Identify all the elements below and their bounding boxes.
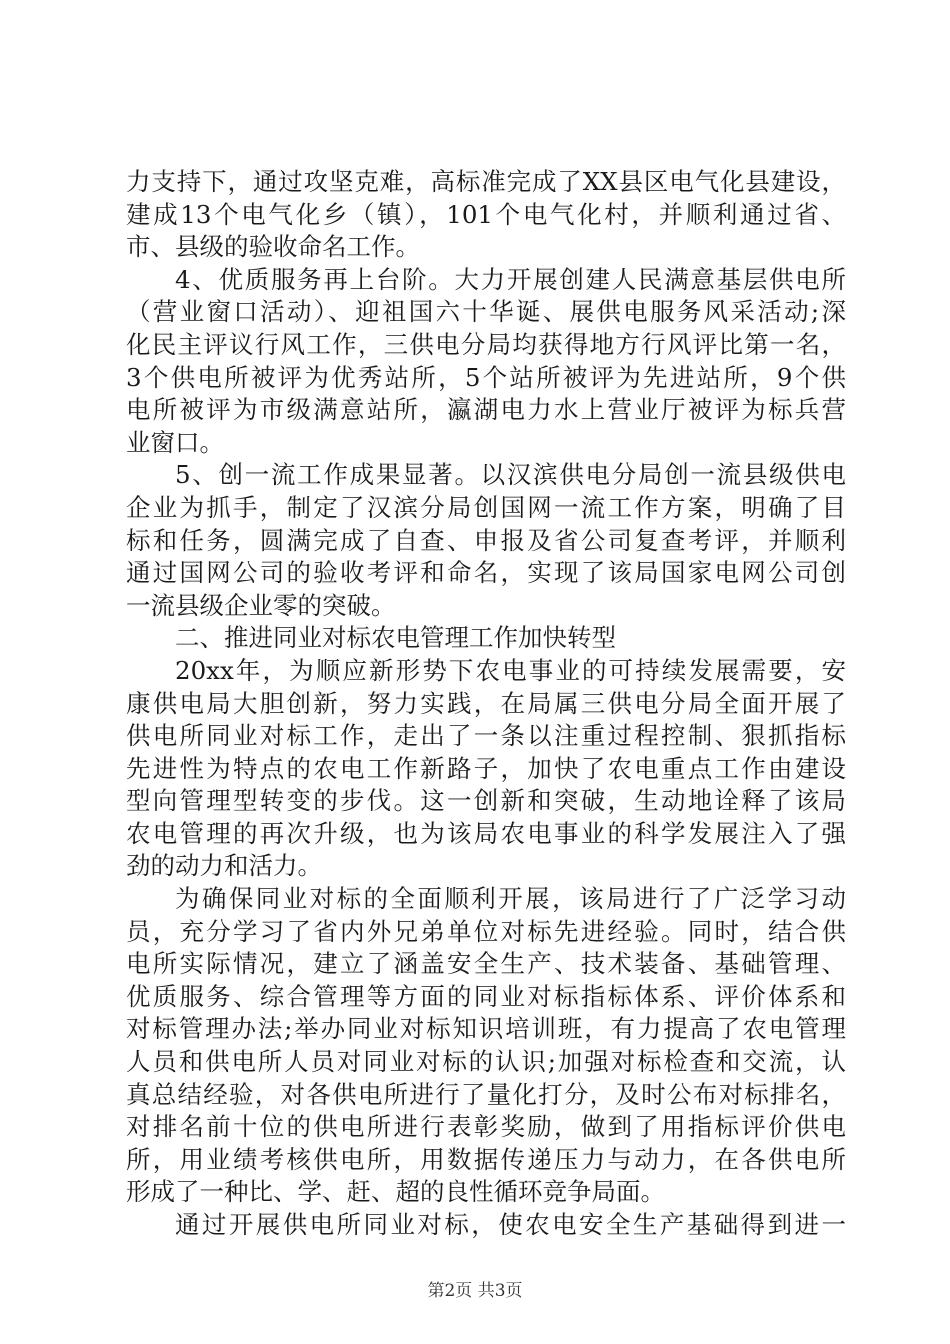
text-line-content: 4、优质服务再上台阶。大力开展创建人民满意基层供电所 [175, 264, 846, 294]
text-line-content: 20xx年，为顺应新形势下农电事业的可持续发展需要，安 [175, 655, 846, 685]
text-line-content: 先进性为特点的农电工作新路子，加快了农电重点工作由建设 [126, 753, 846, 783]
text-line-content: 员，充分学习了省内外兄弟单位对标先进经验。同时，结合供 [126, 916, 846, 946]
page-footer: 第2页 共3页 [427, 1281, 523, 1301]
text-line [126, 427, 846, 460]
text-line [126, 362, 846, 395]
text-line-content: 电所实际情况，建立了涵盖安全生产、技术装备、基础管理、 [126, 949, 846, 979]
text-line-content: 供电所同业对标工作，走出了一条以注重过程控制、狠抓指标 [126, 721, 846, 751]
text-line [126, 1013, 846, 1046]
text-line-content: 建成13个电气化乡（镇），101个电气化村，并顺利通过省、 [126, 199, 846, 229]
text-line [126, 981, 846, 1014]
text-line-content: 通过开展供电所同业对标，使农电安全生产基础得到进一 [175, 1210, 846, 1239]
text-line-content: 优质服务、综合管理等方面的同业对标指标体系、评价体系和 [126, 981, 846, 1011]
text-line-content: 人员和供电所人员对同业对标的认识;加强对标检查和交流，认 [126, 1047, 846, 1077]
text-line [126, 296, 846, 329]
text-line [126, 459, 846, 492]
text-line [126, 1144, 846, 1177]
text-line [126, 492, 846, 525]
text-line [126, 818, 846, 851]
text-line [126, 329, 846, 362]
text-line-content: 化民主评议行风工作，三供电分局均获得地方行风评比第一名， [126, 329, 846, 359]
text-line-content: 标和任务，圆满完成了自查、申报及省公司复查考评，并顺利 [126, 525, 846, 555]
text-line [126, 688, 846, 721]
text-line-content: 为确保同业对标的全面顺利开展，该局进行了广泛学习动 [175, 884, 846, 914]
text-line-content: 所，用业绩考核供电所，用数据传递压力与动力，在各供电所 [126, 1144, 846, 1174]
text-line [126, 231, 846, 264]
text-line [126, 590, 846, 623]
text-line-content: 型向管理型转变的步伐。这一创新和突破，生动地诠释了该局 [126, 786, 846, 816]
text-line [126, 1079, 846, 1112]
text-line [126, 1111, 846, 1144]
text-line-content: 业窗口。 [126, 427, 224, 457]
text-line [126, 622, 846, 655]
text-line [126, 883, 846, 916]
text-line [126, 720, 846, 753]
text-line-content: 康供电局大胆创新，努力实践，在局属三供电分局全面开展了 [126, 688, 846, 718]
text-line-content: 形成了一种比、学、赶、超的良性循环竞争局面。 [126, 1177, 665, 1207]
text-line [126, 557, 846, 590]
text-line [126, 655, 846, 688]
text-line-content: 劲的动力和活力。 [126, 851, 322, 881]
text-line [126, 948, 846, 981]
text-line [126, 199, 846, 232]
document-body [126, 166, 846, 1242]
text-line-content: 企业为抓手，制定了汉滨分局创国网一流工作方案，明确了目 [126, 492, 846, 522]
text-line-content: 市、县级的验收命名工作。 [126, 232, 420, 262]
text-line-content: 电所被评为市级满意站所，瀛湖电力水上营业厅被评为标兵营 [126, 395, 846, 425]
text-line [126, 916, 846, 949]
text-line-content: 5、创一流工作成果显著。以汉滨供电分局创一流县级供电 [175, 460, 846, 490]
text-line [126, 166, 846, 199]
text-line [126, 850, 846, 883]
text-line-content: 真总结经验，对各供电所进行了量化打分，及时公布对标排名， [126, 1079, 846, 1109]
text-line-content: 一流县级企业零的突破。 [126, 590, 396, 620]
text-line [126, 264, 846, 297]
text-line-content: 对排名前十位的供电所进行表彰奖励，做到了用指标评价供电 [126, 1112, 846, 1142]
text-line [126, 753, 846, 786]
text-line [126, 1176, 846, 1209]
text-line [126, 1209, 846, 1242]
text-line [126, 525, 846, 558]
text-line [126, 785, 846, 818]
text-line-content: （营业窗口活动）、迎祖国六十华诞、展供电服务风采活动;深 [126, 297, 846, 327]
text-line [126, 1046, 846, 1079]
text-line-content: 农电管理的再次升级，也为该局农电事业的科学发展注入了强 [126, 818, 846, 848]
text-line-content: 3个供电所被评为优秀站所，5个站所被评为先进站所，9个供 [126, 362, 846, 392]
text-line-content: 对标管理办法;举办同业对标知识培训班，有力提高了农电管理 [126, 1014, 846, 1044]
text-line-content: 力支持下，通过攻坚克难，高标准完成了XX县区电气化县建设， [126, 167, 846, 196]
text-line [126, 394, 846, 427]
text-line-content: 二、推进同业对标农电管理工作加快转型 [175, 623, 616, 653]
text-line-content: 通过国网公司的验收考评和命名，实现了该局国家电网公司创 [126, 558, 846, 588]
